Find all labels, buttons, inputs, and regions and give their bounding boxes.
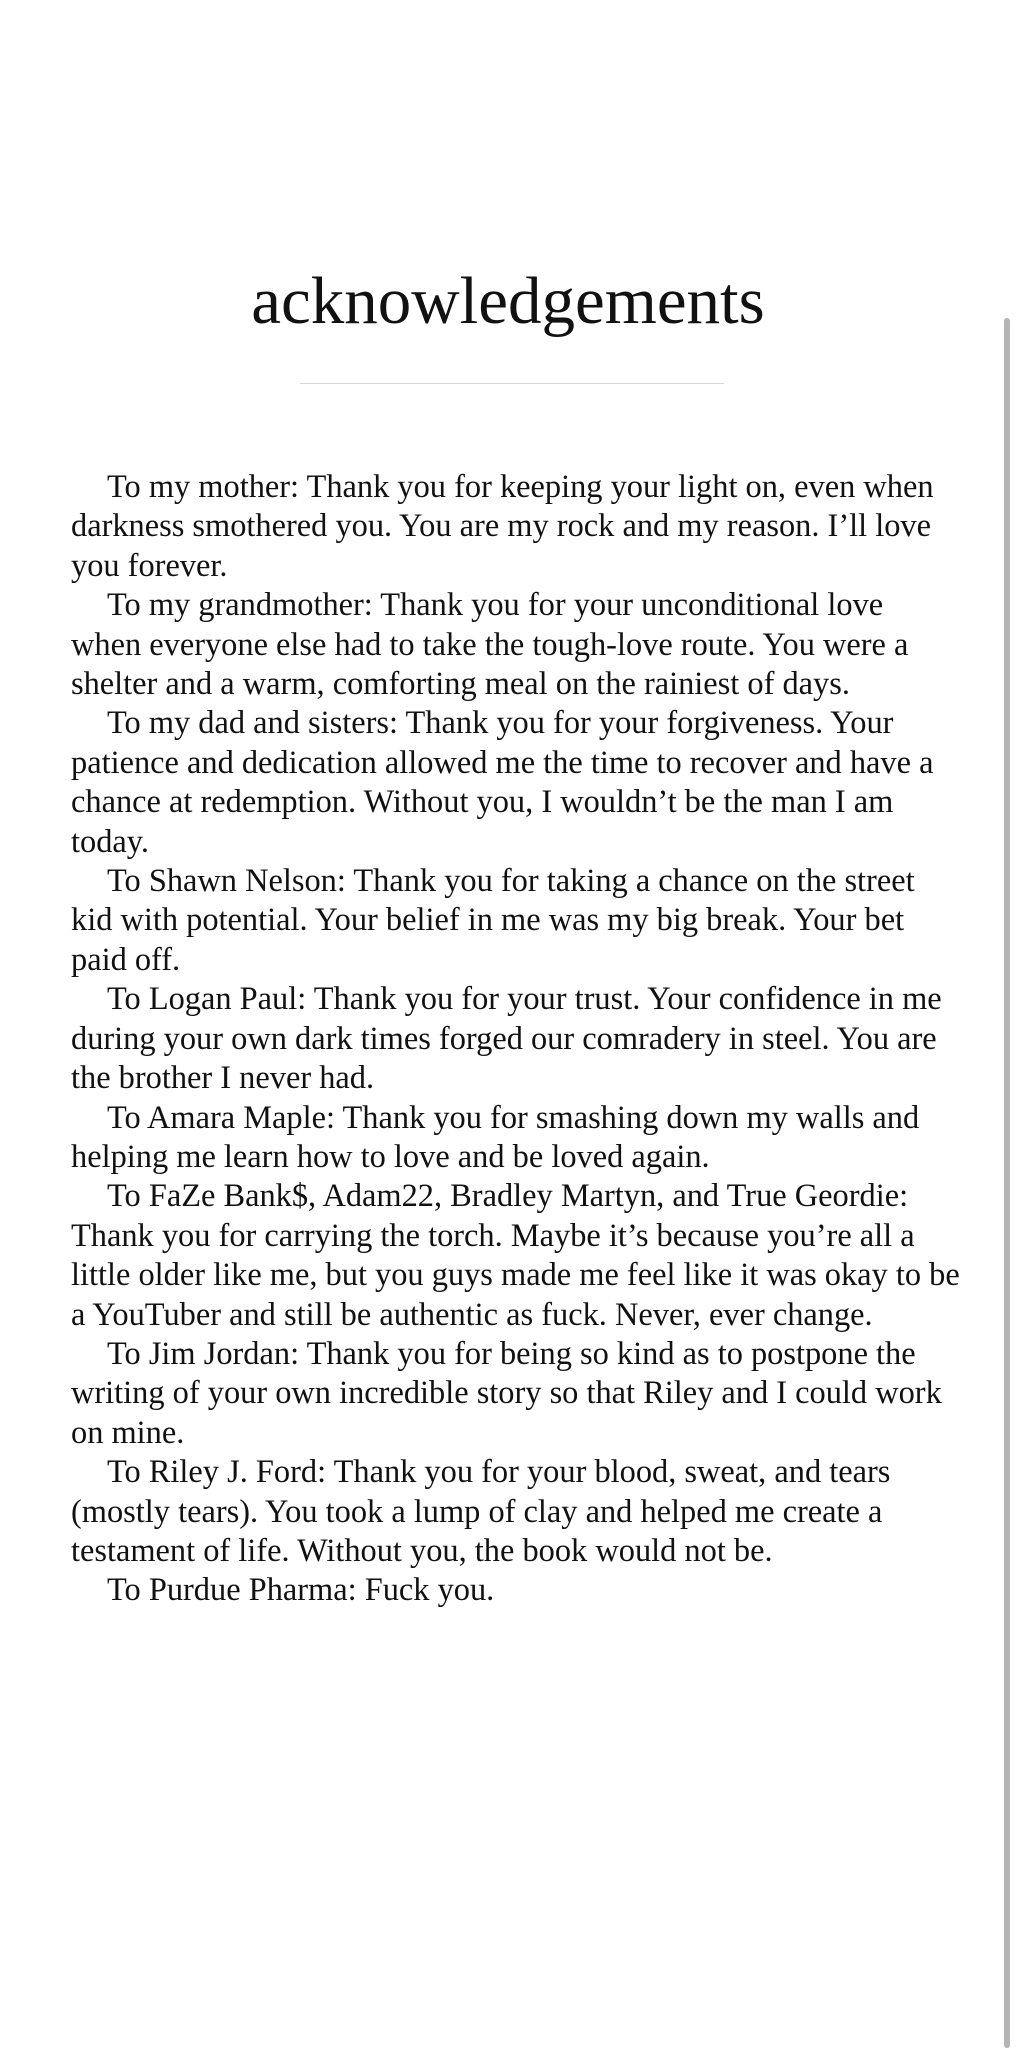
paragraph-shawn-nelson: To Shawn Nelson: Thank you for taking a chance on the street kid with potential. Your belief in me was my big break. Your bet paid off. [71,863,915,978]
paragraph-dad-sisters: To my dad and sisters: Thank you for your forgiveness. Your patience and dedication allowed me the time to recover and have a chance at redemption. Without you, I wouldn’t be the man I am today. [71,705,934,860]
paragraph-youtubers: To FaZe Bank$, Adam22, Bradley Martyn, and True Geordie: Thank you for carrying the torch. Maybe it’s because you’re all a little older like me, but you guys made me feel like it was okay to be a YouTuber and still be authentic as fuck. Never, ever change. [71,1178,960,1333]
paragraph-purdue-pharma: To Purdue Pharma: Fuck you. [107,1572,495,1609]
paragraph-jim-jordan: To Jim Jordan: Thank you for being so kind as to postpone the writing of your own incredible story so that Riley and I could work on mine. [71,1335,942,1451]
title-divider [300,383,724,384]
paragraph-grandmother: To my grandmother: Thank you for your unconditional love when everyone else had to take the tough-love route. You were a shelter and a warm, comforting meal on the rainiest of days. [71,587,909,703]
scrollbar-thumb[interactable] [1004,318,1010,2048]
paragraph-riley-ford: To Riley J. Ford: Thank you for your blood, sweat, and tears (mostly tears). You took a lump of clay and helped me create a testament of life. Without you, the book would not be. [71,1454,891,1569]
paragraph-amara-maple: To Amara Maple: Thank you for smashing down my walls and helping me learn how to love and be loved again. [71,1099,920,1175]
paragraph-logan-paul: To Logan Paul: Thank you for your trust. Your confidence in me during your own dark times forged our comradery in steel. You are the brother I never had. [71,981,942,1097]
paragraph-mother: To my mother: Thank you for keeping your light on, even when darkness smothered you. You are my rock and my reason. I’ll love you forever. [71,469,934,584]
acknowledgements-body [71,468,961,1611]
vertical-scrollbar[interactable] [1000,0,1016,2048]
page-title: acknowledgements [251,264,765,338]
